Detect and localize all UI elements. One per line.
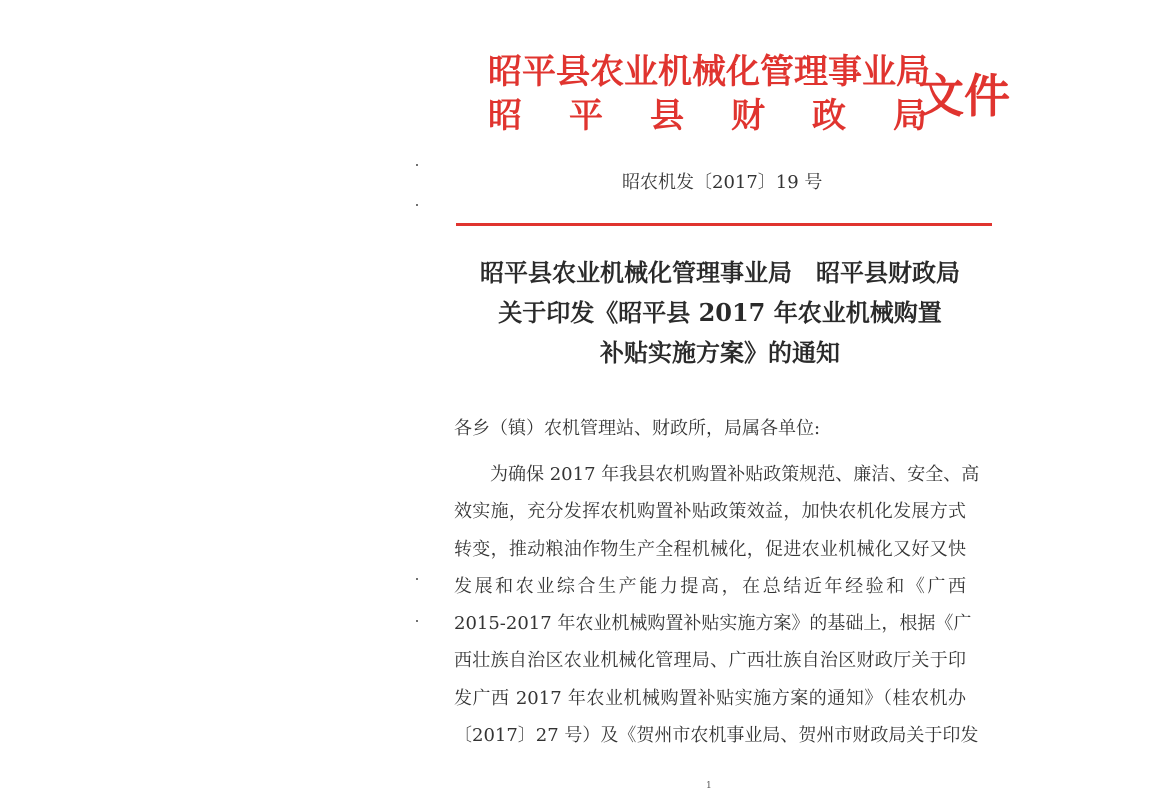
scan-speck: [416, 204, 418, 206]
document-title: [440, 253, 1000, 373]
body-line: 发广西 2017 年农业机械购置补贴实施方案的通知》（桂农机办: [454, 687, 966, 709]
issuer-char: 县: [650, 96, 684, 136]
title-line: 昭平县农业机械化管理事业局 昭平县财政局: [480, 258, 960, 287]
body-line: 为确保 2017 年我县农机购置补贴政策规范、廉洁、安全、高: [490, 464, 980, 485]
issuer-char: 财: [731, 96, 765, 136]
body-line: 〔2017〕27 号）及《贺州市农机事业局、贺州市财政局关于印发: [454, 725, 979, 747]
title-line: 补贴实施方案》的通知: [600, 338, 840, 367]
salutation: 各乡（镇）农机管理站、财政所，局属各单位:: [454, 418, 821, 439]
red-divider-line: [456, 223, 992, 226]
issuer-header: [488, 50, 974, 138]
issuer-char: 政: [812, 96, 846, 136]
body-line: 2015-2017 年农业机械购置补贴实施方案》的基础上，根据《广: [454, 613, 972, 635]
body-line: 发展和农业综合生产能力提高，在总结近年经验和《广西: [454, 575, 966, 597]
body-line: 西壮族自治区农业机械化管理局、广西壮族自治区财政厅关于印: [454, 650, 966, 672]
title-line: 关于印发《昭平县 2017 年农业机械购置: [498, 298, 942, 327]
body-text: [454, 456, 980, 754]
scan-speck: [416, 164, 418, 166]
document-type-label: 文件: [918, 69, 1010, 123]
body-line: 效实施，充分发挥农机购置补贴政策效益，加快农机化发展方式: [454, 501, 966, 523]
scan-speck: [416, 620, 418, 622]
document-number: 昭农机发〔2017〕19 号: [622, 172, 823, 193]
page-number: 1: [706, 781, 712, 791]
scan-speck: [416, 578, 418, 580]
issuer-line-finance-bureau: [488, 94, 974, 138]
body-line: 转变，推动粮油作物生产全程机械化，促进农业机械化又好又快: [454, 538, 966, 560]
issuer-char: 昭: [488, 96, 522, 136]
issuer-line-agriculture-bureau: 昭平县农业机械化管理事业局: [488, 52, 930, 92]
issuer-char: 平: [569, 96, 603, 136]
issuer-char: 局: [893, 96, 927, 136]
